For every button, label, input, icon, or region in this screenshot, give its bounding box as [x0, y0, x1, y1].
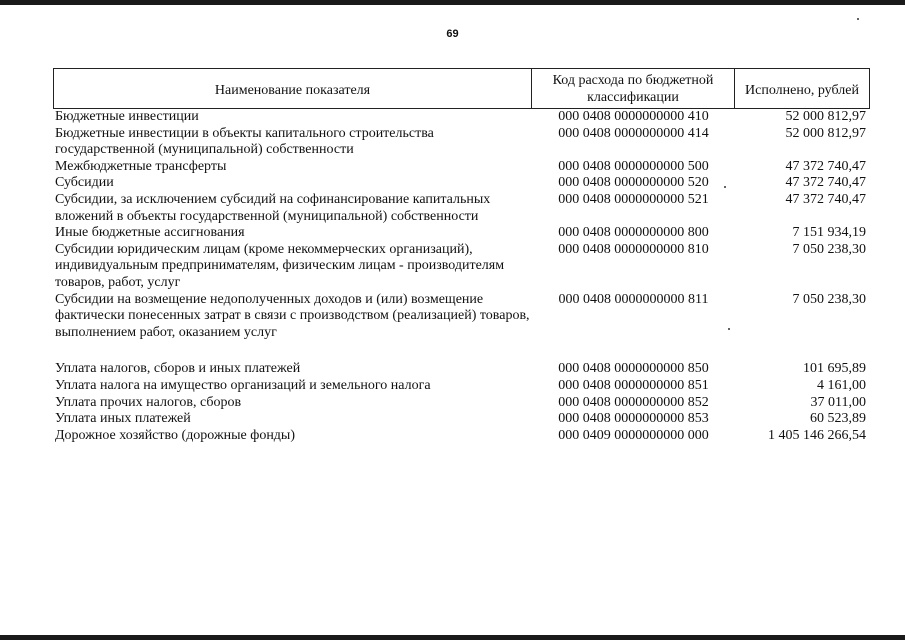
row-code: 000 0408 0000000000 521	[558, 191, 709, 207]
row-code: 000 0408 0000000000 410	[558, 109, 709, 124]
header-name: Наименование показателя	[54, 69, 532, 108]
row-name: Иные бюджетные ассигнования	[55, 225, 245, 241]
bottom-scan-border	[0, 635, 905, 640]
table-row	[53, 159, 870, 176]
row-executed: 7 151 934,19	[792, 225, 866, 241]
table-row	[53, 175, 870, 192]
expenses-table	[53, 68, 870, 444]
row-executed: 1 405 146 266,54	[768, 427, 866, 443]
table-row	[53, 192, 870, 225]
row-name: Дорожное хозяйство (дорожные фонды)	[55, 427, 296, 443]
row-executed: 52 000 812,97	[785, 125, 866, 141]
row-name: Уплата налога на имущество организаций и земельного налога	[55, 377, 431, 393]
table-row	[53, 411, 870, 428]
table-row	[53, 109, 870, 126]
row-name: Субсидии	[55, 175, 114, 191]
table-row	[53, 225, 870, 242]
row-code: 000 0408 0000000000 811	[558, 291, 709, 307]
table-row	[53, 292, 870, 342]
table-row	[53, 361, 870, 378]
table-body	[53, 109, 870, 444]
table-row	[53, 395, 870, 412]
row-code: 000 0408 0000000000 810	[558, 241, 709, 257]
row-code: 000 0408 0000000000 852	[558, 394, 709, 410]
scan-speck	[857, 18, 859, 20]
row-executed: 7 050 238,30	[792, 291, 866, 307]
row-code: 000 0408 0000000000 850	[558, 361, 709, 377]
row-name: Межбюджетные трансферты	[55, 158, 227, 174]
row-name: Бюджетные инвестиции в объекты капитального строительства государственной (муниципальной) собственности	[55, 125, 434, 158]
row-name: Уплата прочих налогов, сборов	[55, 394, 242, 410]
row-code: 000 0409 0000000000 000	[558, 427, 709, 443]
row-executed: 47 372 740,47	[785, 175, 866, 191]
row-code: 000 0408 0000000000 851	[558, 377, 709, 393]
row-code: 000 0408 0000000000 853	[558, 411, 709, 427]
row-name: Уплата иных платежей	[55, 411, 191, 427]
row-name: Уплата налогов, сборов и иных платежей	[55, 361, 301, 377]
row-code: 000 0408 0000000000 500	[558, 158, 709, 174]
row-executed: 37 011,00	[810, 394, 866, 410]
row-executed: 52 000 812,97	[785, 109, 866, 124]
table-header	[53, 68, 870, 109]
row-executed: 4 161,00	[817, 377, 866, 393]
row-executed: 7 050 238,30	[792, 241, 866, 257]
header-executed: Исполнено, рублей	[745, 83, 859, 98]
row-name: Субсидии, за исключением субсидий на софинансирование капитальных вложений в объекты государственной (муниципальной) собственности	[55, 191, 491, 224]
row-code: 000 0408 0000000000 414	[558, 125, 709, 141]
table-row	[53, 126, 870, 159]
table-row	[53, 242, 870, 292]
row-executed: 47 372 740,47	[785, 191, 866, 207]
row-executed: 47 372 740,47	[785, 158, 866, 174]
row-name: Бюджетные инвестиции	[55, 109, 199, 124]
page-number: 69	[446, 28, 459, 40]
top-scan-border	[0, 0, 905, 5]
table-row	[53, 378, 870, 395]
row-name: Субсидии юридическим лицам (кроме некоммерческих организаций), индивидуальным предпринимателям, физическим лицам - производителям товаров, работ, услуг	[55, 241, 505, 290]
header-code: Код расхода по бюджетной классификации	[532, 69, 735, 108]
row-code: 000 0408 0000000000 520	[558, 175, 709, 191]
row-code: 000 0408 0000000000 800	[558, 225, 709, 241]
row-executed: 60 523,89	[810, 411, 866, 427]
row-name: Субсидии на возмещение недополученных доходов и (или) возмещение фактически понесенных затрат в связи с производством (реализацией) товаров, выполнением работ, оказанием услуг	[55, 291, 530, 340]
table-row	[53, 428, 870, 445]
row-spacer	[53, 341, 870, 361]
row-executed: 101 695,89	[803, 361, 866, 377]
